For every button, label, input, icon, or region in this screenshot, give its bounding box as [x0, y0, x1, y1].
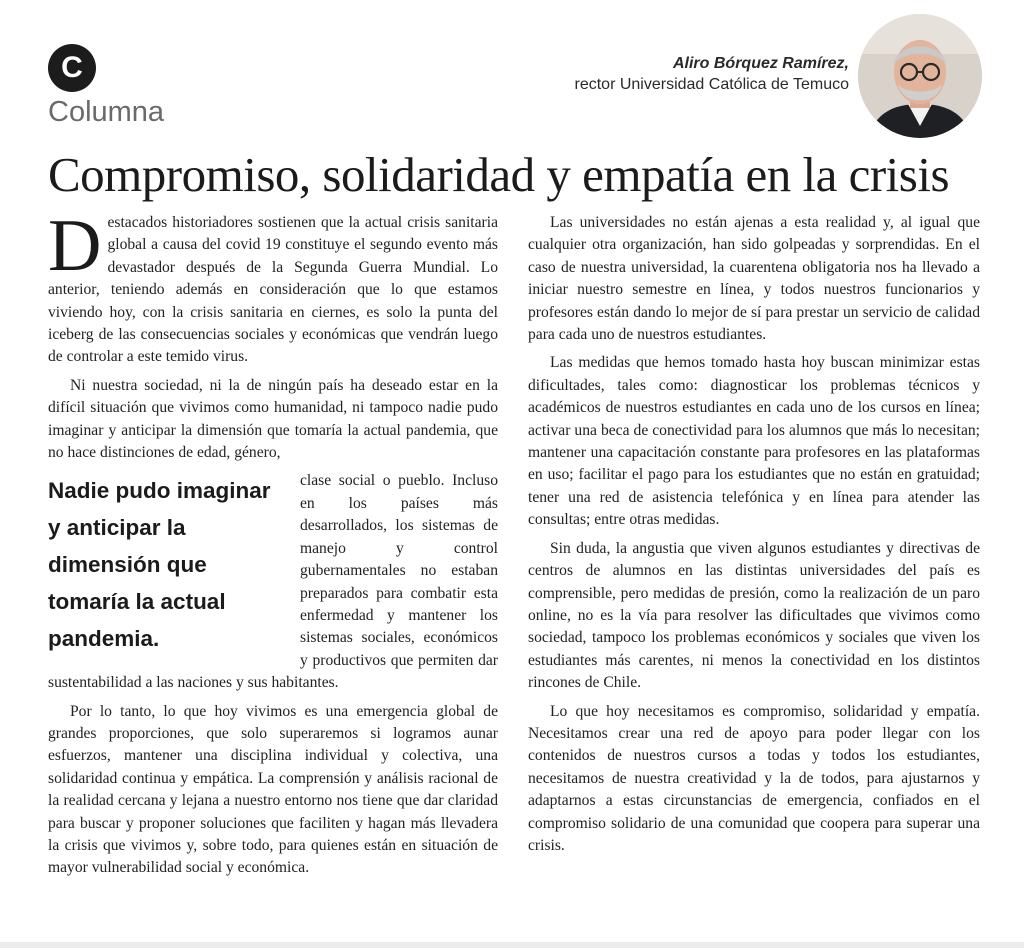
- paragraph-2-continued: [48, 470, 498, 694]
- paragraph-6: [528, 538, 980, 695]
- right-column: [528, 212, 980, 863]
- paragraph-4-text: Las universidades no están ajenas a esta realidad y, al igual que cualquier otra organización, han sido golpeadas y sorprendidas. En el caso de nuestra universidad, la cuarentena obligatoria nos ha llevado a iniciar nuestro semestre en línea, y todos nuestros funcionarios y profesores están dando lo mejor de sí para prestar un servicio de calidad para cada uno de nuestros estudiantes.: [528, 214, 980, 344]
- left-column: [48, 205, 498, 886]
- bottom-rule: [0, 942, 1024, 948]
- paragraph-6-text: Sin duda, la angustia que viven algunos estudiantes y directivas de centros de alumnos en las distintas universidades del país es comprensible, pero medidas de presión, como la realización de un paro online, no es la vía para resolver las dificultades que vivimos como sociedad, tampoco los problemas económicos y sociales que viven los estudiantes más carentes, ni menos la conectividad en los distintos rincones de Chile.: [528, 539, 980, 692]
- paragraph-2-rest: clase social o pueblo. Incluso en los países más desarrollados, los sistemas de manejo y control gubernamentales no estaban preparados para combatir esta enfermedad y mantener los sistemas sociales, económicos y productivos que permiten dar sustentabilidad a las naciones y sus habitantes.: [48, 472, 498, 692]
- author-role: rector Universidad Católica de Temuco: [574, 76, 849, 93]
- author-name: Aliro Bórquez Ramírez,: [672, 55, 849, 72]
- column-logo-badge: C: [48, 44, 96, 92]
- paragraph-1: [48, 205, 498, 369]
- article-title: Compromiso, solidaridad y empatía en la crisis: [48, 147, 950, 202]
- paragraph-2: [48, 375, 498, 465]
- paragraph-3-text: Por lo tanto, lo que hoy vivimos es una emergencia global de grandes proporciones, que solo superaremos si logramos aunar esfuerzos, mantener una disciplina individual y colectiva, una solidaridad continua y empática. La comprensión y análisis racional de la realidad cercana y lejana a nuestro entorno nos tiene que dar claridad para buscar y proponer soluciones que faciliten y hagan más llevadera la crisis que vivimos y, sobre todo, para quienes están en situación de mayor vulnerabilidad social y económica.: [48, 702, 498, 877]
- author-photo: [858, 14, 982, 138]
- paragraph-3: [48, 701, 498, 880]
- author-portrait-icon: [858, 14, 982, 138]
- paragraph-4: [528, 212, 980, 346]
- section-label: Columna: [48, 96, 165, 128]
- paragraph-1-text: estacados historiadores sostienen que la actual crisis sanitaria global a causa del covid 19 constituye el segundo evento más devastador después de la Segunda Guerra Mundial. Lo anterior, teniendo además en consideración que lo que estamos viviendo hoy, con la crisis sanitaria en ciernes, es solo la punta del iceberg de las consecuencias sociales y económicas que vendrán luego de controlar a este temido virus.: [48, 214, 498, 366]
- drop-cap: D: [48, 205, 102, 287]
- byline: [575, 54, 850, 96]
- paragraph-7-text: Lo que hoy necesitamos es compromiso, solidaridad y empatía. Necesitamos crear una red de apoyo para poder llegar con los contenidos de nuestros cursos a todas y todos los estudiantes, necesitamos de nuestra creatividad y la de todos, para ajustarnos y adaptarnos a estas circunstancias de emergencia, confiados en el compromiso solidario de una comunidad que coopera para superar una crisis.: [528, 702, 980, 854]
- paragraph-5: [528, 352, 980, 531]
- paragraph-2-intro: Ni nuestra sociedad, ni la de ningún país ha deseado estar en la difícil situación que vivimos como humanidad, ni tampoco nadie pudo imaginar y anticipar la dimensión que tomaría la actual pandemia, que no hace distinciones de edad, género,: [48, 376, 498, 462]
- pull-quote: Nadie pudo imaginar y anticipar la dimensión que tomaría la actual pandemia.: [48, 478, 271, 652]
- paragraph-5-text: Las medidas que hemos tomado hasta hoy buscan minimizar estas dificultades, tales como: diagnosticar los problemas técnicos y académicos de nuestros estudiantes en cada uno de los cursos en línea; activar una beca de conectividad para los alumnos que más lo necesitan; mantener una capacitación constante para profesores en las plataformas en uso; facilitar el pago para los estudiantes que no están en gratuidad; tener una red de asistencia telefónica y en línea para atender las consultas; entre otras medidas.: [528, 354, 980, 529]
- paragraph-7: [528, 701, 980, 858]
